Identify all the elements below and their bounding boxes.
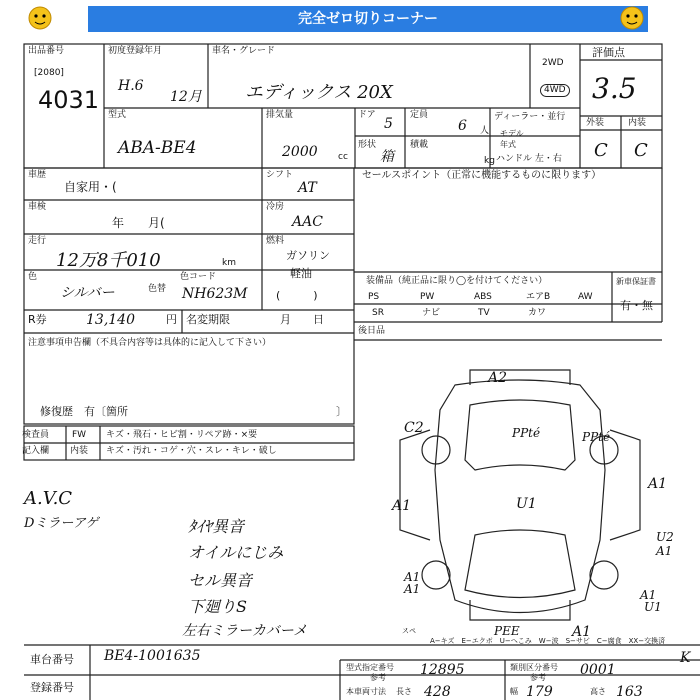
drive-4wd: 4WD [540, 84, 570, 97]
exterior-grade: C [594, 140, 608, 161]
mark-spare: スペ [402, 627, 416, 635]
mileage-value: 12万8千010 [56, 250, 161, 271]
displacement-unit: cc [338, 152, 348, 162]
mark-u1-rear-right: U1 [644, 600, 662, 614]
drive-2wd: 2WD [542, 58, 564, 68]
first-registration-label: 初度登録年月 [108, 46, 163, 56]
type-label: 型式 [108, 110, 127, 120]
length-value: 428 [424, 684, 451, 700]
warranty-value: 有・無 [620, 299, 653, 312]
load-unit: kg [484, 156, 495, 166]
chassis-label: 車台番号 [30, 653, 74, 666]
shift-value: AT [298, 180, 317, 196]
capacity-unit: 人 [480, 126, 490, 136]
model-grade-value: エディックス 20X [245, 82, 393, 103]
mark-a1-right: A1 [648, 476, 668, 492]
exterior-label: 外装 [586, 118, 605, 128]
sales-point-label: セールスポイント（正常に機能するものに限ります） [362, 170, 602, 181]
mark-u1-center: U1 [516, 496, 537, 512]
damage-legend: A−キズ E−エクボ U−へこみ W−波 S−サビ C−腐食 XX−交換済 [430, 637, 666, 645]
inspection-label: 車検 [28, 202, 47, 212]
inspector-interior: 内装 [70, 446, 89, 456]
model-grade-label: 車名・グレード [212, 46, 276, 56]
mark-pee: PEE [494, 624, 520, 638]
ac-value: AAC [292, 214, 323, 230]
mileage-label: 走行 [28, 236, 47, 246]
inspector-fw: FW [72, 430, 87, 440]
note-mirror: Dミラーアゲ [24, 516, 99, 531]
displacement-value: 2000 [282, 144, 318, 160]
repair-history-label: 修復歴 有〔箇所 [40, 405, 128, 418]
notes-label: 注意事項申告欄（不具合内容等は具体的に記入して下さい） [28, 338, 272, 348]
equip-sr: SR [372, 308, 384, 318]
length-label: 長さ [396, 687, 412, 696]
mark-pp-2: PPté [582, 430, 611, 444]
interior-label: 内装 [628, 118, 647, 128]
repair-history-close: 〕 [336, 405, 347, 418]
note-avc: A.V.C [24, 488, 73, 509]
size-label: 本車両寸法 [346, 687, 386, 696]
mark-a2: A2 [488, 370, 508, 386]
displacement-label: 排気量 [266, 110, 294, 120]
mark-a1-rear-left-2: A1 [404, 582, 421, 596]
shift-label: シフト [266, 170, 294, 180]
class-value: 0001 [580, 662, 616, 678]
mark-a1-rear: A1 [572, 624, 592, 640]
fuel-gasoline: ガソリン [286, 249, 330, 262]
width-label: 幅 [510, 687, 518, 696]
equip-aw: AW [578, 292, 593, 302]
capacity-label: 定員 [410, 110, 429, 120]
type-cert-sub: 参考 [370, 673, 386, 682]
equip-pw: PW [420, 292, 435, 302]
condition-note-2: オイルにじみ [188, 543, 284, 562]
lot-number-label: 出品番号 [28, 46, 65, 56]
equip-tv: TV [478, 308, 490, 318]
mark-c2: C2 [404, 420, 424, 436]
score-value: 3.5 [592, 72, 637, 105]
width-value: 179 [526, 684, 553, 700]
fuel-diesel: 軽油 [290, 267, 312, 280]
lot-sub: [2080] [34, 68, 64, 78]
condition-note-1: ﾀｲﾔ異音 [188, 517, 245, 536]
edge-mark: K [680, 650, 691, 666]
shape-label: 形状 [358, 140, 377, 150]
inspection-date: 年 月( [112, 216, 165, 230]
car-diagram [400, 370, 640, 620]
mark-a1-u2: A1 [656, 544, 673, 558]
inspector-row1: キズ・飛石・ヒビ割・リペア跡・×要 [106, 430, 258, 440]
equip-ps: PS [368, 292, 380, 302]
mark-pp-1: PPté [512, 426, 541, 440]
mileage-unit: km [222, 258, 236, 268]
recycle-value: 13,140 [86, 312, 135, 328]
fuel-other: ( ) [276, 289, 318, 302]
type-value: ABA-BE4 [118, 138, 197, 158]
recycle-unit: 円 [166, 313, 177, 326]
model-year-label: モデル 年式 [500, 129, 524, 149]
mark-u2: U2 [656, 530, 674, 544]
condition-note-4: 下廻りS [188, 597, 247, 616]
history-value: 自家用・( [64, 180, 117, 194]
equip-airbag: エアB [526, 292, 551, 302]
color-code-value: NH623M [182, 286, 248, 302]
load-label: 積載 [410, 140, 429, 150]
type-cert-label: 型式指定番号 [346, 663, 394, 672]
name-change-value: 月 日 [280, 313, 324, 326]
capacity-value: 6 [458, 118, 467, 134]
dealer-label: ディーラー・並行 [494, 112, 566, 122]
handle-label: ハンドル 左・右 [496, 154, 562, 164]
height-label: 高さ [590, 687, 606, 696]
lot-number: 4031 [38, 86, 100, 114]
class-sub: 参考 [530, 673, 546, 682]
color-code-label: 色コード [180, 272, 217, 282]
color-label: 色 [28, 272, 38, 282]
mark-a1-left: A1 [392, 498, 412, 514]
color-value: シルバー [60, 285, 115, 301]
registration-label: 登録番号 [30, 681, 74, 694]
class-label: 類別区分番号 [510, 663, 558, 672]
type-cert-value: 12895 [420, 662, 465, 678]
page-title: 完全ゼロ切りコーナー [88, 6, 648, 32]
recycle-label: R券 [28, 313, 47, 326]
inspector-entry-label: 記入欄 [22, 446, 50, 456]
equipment-label: 装備品（純正品に限り◯を付けてください） [366, 276, 548, 286]
mark-a1-rear-left: A1 [404, 570, 421, 584]
inspector-row2: キズ・汚れ・コゲ・穴・スレ・キレ・破し [106, 446, 277, 456]
equip-navi: ナビ [422, 308, 441, 318]
name-change-label: 名変期限 [186, 313, 230, 326]
height-value: 163 [616, 684, 643, 700]
color-change-label: 色替 [148, 284, 167, 294]
condition-note-5: 左右ミラーカバーメ [182, 623, 308, 639]
interior-grade: C [634, 140, 648, 161]
shape-value: 箱 [380, 149, 394, 165]
rear-seat-label: 後日品 [358, 326, 386, 336]
equip-abs: ABS [474, 292, 492, 302]
equip-leather: カワ [528, 308, 547, 318]
first-registration-month: 12月 [170, 89, 202, 105]
inspector-label: 検査員 [22, 430, 50, 440]
mark-a1-rear-right: A1 [640, 588, 657, 602]
condition-note-3: セル異音 [188, 571, 253, 590]
fuel-label: 燃料 [266, 236, 285, 246]
history-label: 車歴 [28, 170, 47, 180]
door-label: ドア [358, 110, 376, 120]
warranty-label: 新車保証書 [616, 277, 656, 286]
door-value: 5 [384, 116, 393, 132]
chassis-value: BE4-1001635 [104, 648, 201, 664]
score-label: 評価点 [592, 46, 625, 59]
first-registration-year: H.6 [118, 78, 144, 94]
ac-label: 冷房 [266, 202, 285, 212]
